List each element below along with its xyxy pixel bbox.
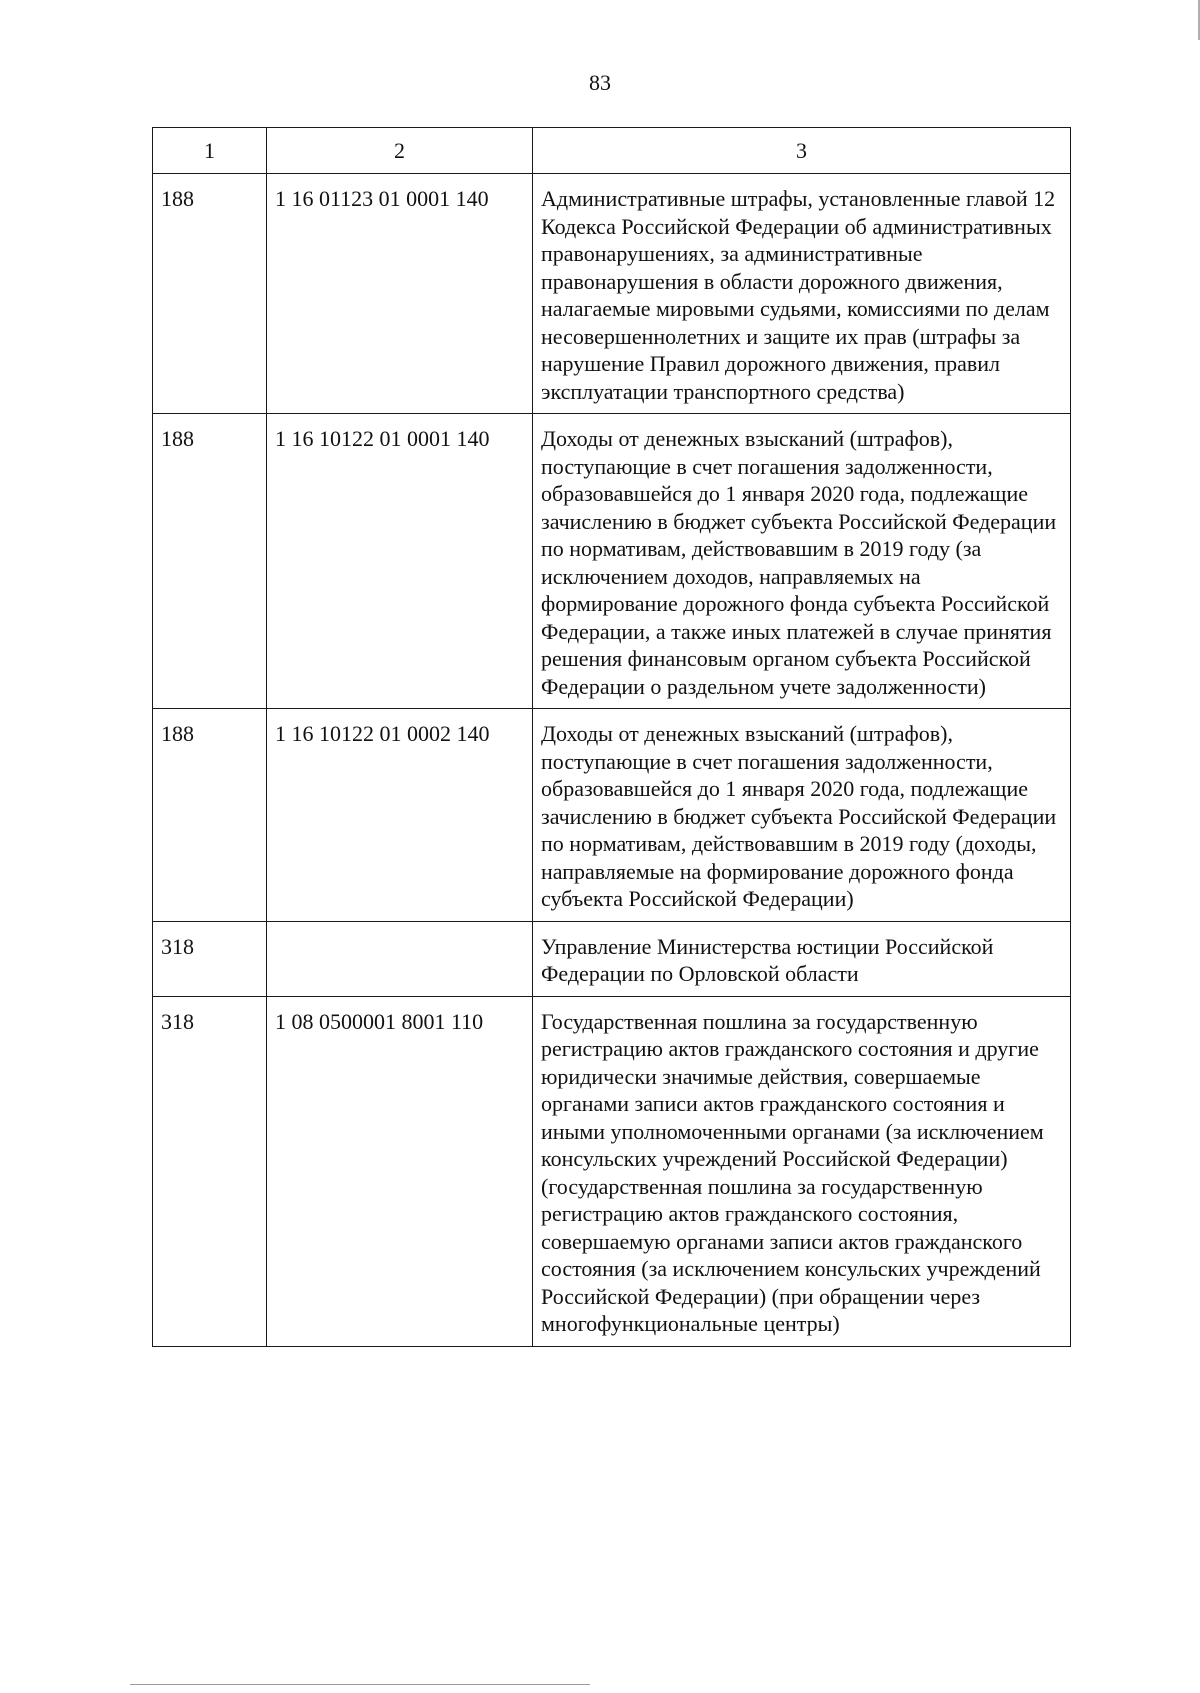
revenue-codes-table	[152, 127, 1071, 1347]
description-cell: Доходы от денежных взысканий (штрафов), поступающие в счет погашения задолженности, образовавшейся до 1 января 2020 года, подлежащие зачислению в бюджет субъекта Российской Федерации по нормативам, действовавшим в 2019 году (доходы, направляемые на формирование дорожного фонда субъекта Российской Федерации)	[533, 709, 1071, 922]
table-row	[153, 996, 1071, 1346]
admin-code-cell: 318	[153, 921, 267, 996]
table-row	[153, 174, 1071, 414]
table-header-row	[153, 128, 1071, 174]
admin-code-cell: 188	[153, 174, 267, 414]
table-row	[153, 709, 1071, 922]
description-cell: Государственная пошлина за государственную регистрацию актов гражданского состояния и другие юридически значимые действия, совершаемые органами записи актов гражданского состояния и иными уполномоченными органами (за исключением консульских учреждений Российской Федерации) (государственная пошлина за государственную регистрацию актов гражданского состояния, совершаемую органами записи актов гражданского состояния (за исключением консульских учреждений Российской Федерации) (при обращении через многофункциональные центры)	[533, 996, 1071, 1346]
budget-code-cell: 1 08 0500001 8001 110	[267, 996, 533, 1346]
description-cell: Административные штрафы, установленные главой 12 Кодекса Российской Федерации об административных правонарушениях, за административные правонарушения в области дорожного движения, налагаемые мировыми судьями, комиссиями по делам несовершеннолетних и защите их прав (штрафы за нарушение Правил дорожного движения, правил эксплуатации транспортного средства)	[533, 174, 1071, 414]
description-cell: Управление Министерства юстиции Российской Федерации по Орловской области	[533, 921, 1071, 996]
budget-code-cell: 1 16 01123 01 0001 140	[267, 174, 533, 414]
description-cell: Доходы от денежных взысканий (штрафов), поступающие в счет погашения задолженности, образовавшейся до 1 января 2020 года, подлежащие зачислению в бюджет субъекта Российской Федерации по нормативам, действовавшим в 2019 году (за исключением доходов, направляемых на формирование дорожного фонда субъекта Российской Федерации, а также иных платежей в случае принятия решения финансовым органом субъекта Российской Федерации о раздельном учете задолженности)	[533, 414, 1071, 709]
budget-code-cell	[267, 921, 533, 996]
admin-code-cell: 188	[153, 709, 267, 922]
column-header-1: 1	[153, 128, 267, 174]
table-row	[153, 921, 1071, 996]
admin-code-cell: 318	[153, 996, 267, 1346]
scan-bottom-line	[130, 1684, 590, 1685]
admin-code-cell: 188	[153, 414, 267, 709]
budget-code-cell: 1 16 10122 01 0002 140	[267, 709, 533, 922]
budget-code-cell: 1 16 10122 01 0001 140	[267, 414, 533, 709]
column-header-3: 3	[533, 128, 1071, 174]
column-header-2: 2	[267, 128, 533, 174]
table-row	[153, 414, 1071, 709]
page-number: 83	[589, 70, 611, 95]
